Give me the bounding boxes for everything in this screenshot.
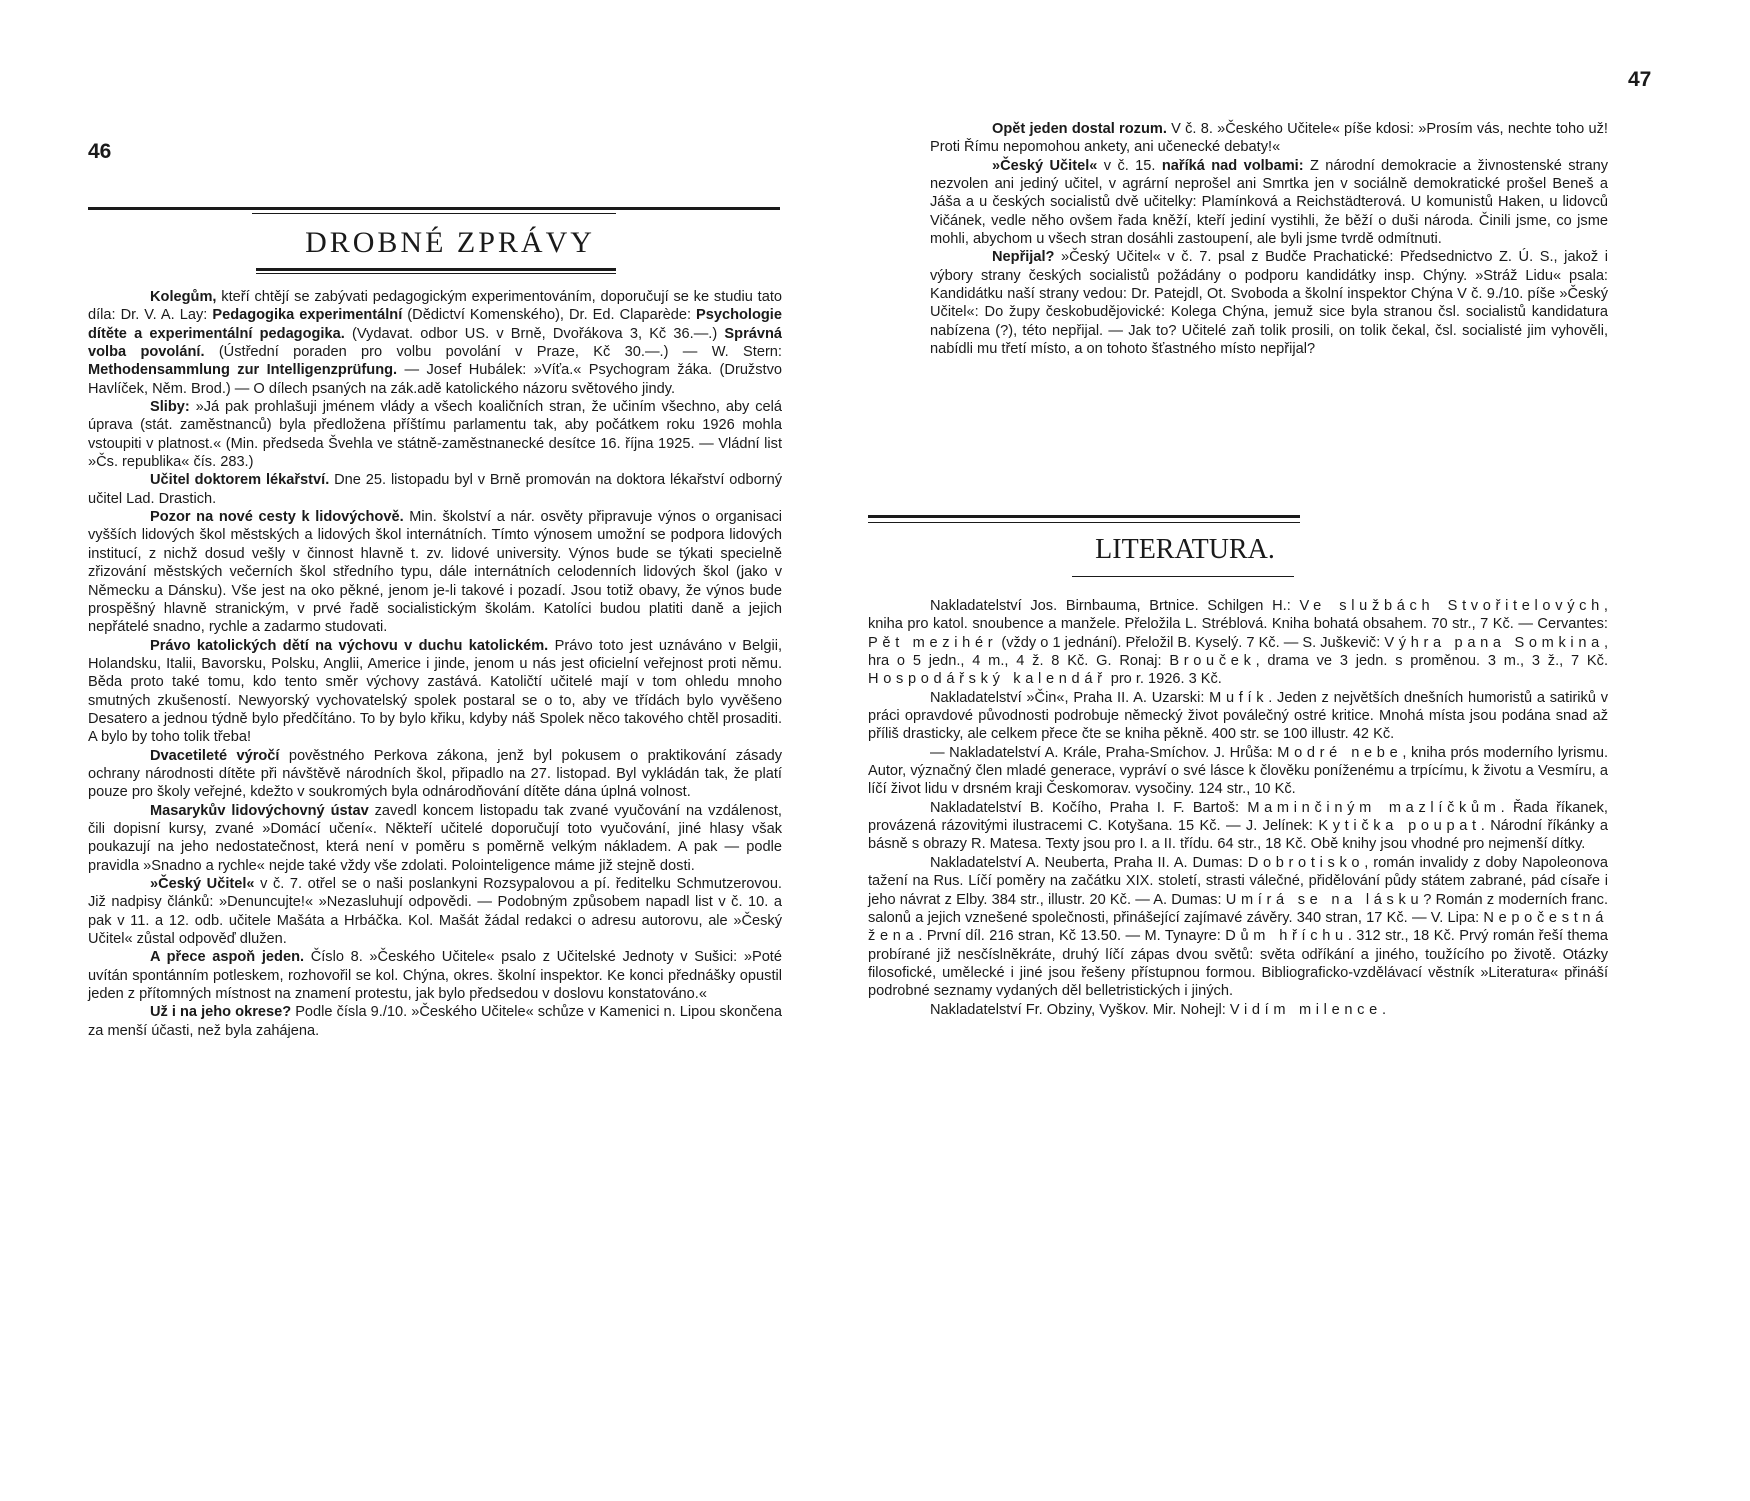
heading-rule-left-thin bbox=[256, 273, 616, 274]
news-item-text: v č. 7. otřel se o naši poslankyni Rozsypalovou a pí. ředitelku Schmutzerovou. Již nadpisy článků: »Denuncujte!« »Nezasluhují odpovědi. — Podobným způsobem napadl list v č. 10. a pak v 11. a 12. odb. učitele Mašáta a Hrbáčka. Kol. Mašát žádal redakci o adresu autorovu, ale »Český Učitel« zůstal odpověď dlužen. bbox=[88, 876, 782, 948]
literature-entry bbox=[868, 854, 1608, 1001]
literature-text: . První díl. 216 stran, Kč 13.50. — M. Tynayre: bbox=[918, 928, 1226, 945]
news-item-bold: naříká nad volbami: bbox=[1161, 157, 1304, 174]
literature-text: , román invalidy z doby Napoleonova tažení na Rus. Líčí poměry na začátku XIX. století, strasti válečné, přidělování půdy státem zabrané, pád císaře i jeho návrat z Elby. 384 str., illustr. 20 Kč. — A. Dumas: bbox=[868, 854, 1608, 908]
literature-text: — Nakladatelství A. Krále, Praha-Smíchov. J. Hrůša: bbox=[930, 744, 1278, 761]
news-item bbox=[88, 948, 782, 1003]
news-item-text: Z národní demokracie a živnostenské strany nezvolen ani jediný učitel, v agrární neprošel ani Smrtka jen v sociálně demokratické prošel Beneš a Jáša a u českých socialistů dvě učitelky: Plamínková a Reichstädterová. U komunistů Haken, u lidovců Vičánek, vedle něho ovšem řada kněží, kteří jediní vystihli, že běží o duši národa. Činili jsme, co jsme mohli, abychom u všech stran dosáhli zastoupení, ale byli jsme tvrdě odmítnuti. bbox=[930, 157, 1608, 248]
book-title: Ve službách Stvořitelových bbox=[1299, 598, 1604, 614]
literature-text: Nakladatelství Jos. Birnbauma, Brtnice. Schilgen H.: bbox=[930, 598, 1300, 614]
news-item bbox=[88, 398, 782, 471]
news-item bbox=[930, 120, 1608, 157]
literature-text: ? Román z moderních franc. salonů a jejich vznešené společnosti, přinášející zajímavé závěry. 340 stran, 17 Kč. — V. Lipa: bbox=[868, 891, 1609, 926]
book-title: Modré nebe bbox=[1277, 744, 1403, 761]
literature-entry bbox=[868, 744, 1608, 799]
news-item-text: »Já pak prohlašuji jménem vlády a všech koaličních stran, že učiním všechno, aby celá úprava (stát. zaměstnanců) byla předložena příštímu parlamentu tak, aby počátkem roku 1926 mohla vstoupiti v platnost.« (Min. předseda Švehla ve státně-zaměstnanecké desítce 16. října 1925. — Vládní list »Čs. republika« čís. 283.) bbox=[88, 399, 782, 471]
top-rule-left bbox=[88, 207, 780, 210]
news-item-lead: Sliby: bbox=[150, 399, 190, 416]
news-item-lead: Masarykův lidovýchovný ústav bbox=[150, 802, 369, 819]
book-title: Nepočestná žena bbox=[868, 909, 1608, 945]
literature-text: , drama ve 3 jedn. s proměnou. 3 m., 3 ž., 7 Kč. bbox=[1255, 653, 1608, 670]
news-item-lead: Nepřijal? bbox=[992, 249, 1055, 266]
news-item bbox=[930, 248, 1608, 358]
literature-rule-top-thin bbox=[868, 522, 1300, 523]
news-item bbox=[88, 288, 782, 398]
section-heading-literatura: LITERATURA. bbox=[1095, 534, 1275, 565]
news-item-bold: Methodensammlung zur Intelligenzprüfung. bbox=[88, 362, 398, 379]
news-item-bold: Pedagogika experimentální bbox=[212, 307, 403, 324]
news-column-continued bbox=[930, 120, 1608, 358]
literature-text: , kniha prós moderního lyrismu. Autor, význačný člen mladé generace, vypráví o své lásce k člověku poníženému a trpícímu, k životu a Vesmíru, a líčí život lidu v drsném kraji Českomorav. vysočiny. 124 str., 10 Kč. bbox=[868, 744, 1609, 798]
literature-text: Nakladatelství B. Kočího, Praha I. F. Bartoš: bbox=[930, 799, 1248, 816]
news-item-lead: A přece aspoň jeden. bbox=[150, 949, 305, 966]
literature-text: . Národní říkánky a básně s obrazy R. Matesa. Texty jsou pro I. a II. třídu. 64 str., 18 Kč. Obě knihy jsou vhodné pro nejmenší dítky. bbox=[868, 818, 1608, 853]
page-number-right: 47 bbox=[1628, 68, 1652, 91]
book-title: Hospodářský kalendář bbox=[868, 671, 1107, 688]
news-item-text: v č. 15. bbox=[1097, 157, 1162, 174]
literature-text: Nakladatelství A. Neuberta, Praha II. A. Dumas: bbox=[930, 854, 1248, 871]
news-item-bold: Psychologie dítěte a experimentální pedagogika. bbox=[88, 307, 782, 342]
news-item bbox=[88, 1003, 782, 1040]
book-title: Umírá se na lásku bbox=[1225, 891, 1424, 908]
literature-entry bbox=[868, 689, 1608, 744]
news-item-text: Číslo 8. »Českého Učitele« psalo z Učitelské Jednoty v Sušici: »Poté uvítán spontánním potleskem, rozhovořil se kol. Chýna, okres. školní inspektor. Ke konci přednášky opustil jeden z přítomných místnost na znamení protestu, jak bylo předsedou v doslovu konstatováno.« bbox=[88, 949, 782, 1003]
literature-text: . Řada říkanek, provázená rázovitými ilustracemi C. Kotyšana. 15 Kč. — J. Jelínek: bbox=[868, 799, 1608, 835]
news-item-text: (Dědictví Komenského), Dr. Ed. Claparède: bbox=[402, 307, 697, 324]
news-item-text: Podle čísla 9./10. »Českého Učitele« schůze v Kamenici n. Lipou skončena za menší účasti, než byla zahájena. bbox=[88, 1004, 782, 1039]
news-item bbox=[88, 508, 782, 636]
news-item-lead: »Český Učitel« bbox=[150, 876, 255, 892]
literature-rule-bottom bbox=[1072, 576, 1294, 577]
news-item-text: pověstného Perkova zákona, jenž byl pokusem o praktikování zásady ochrany národnosti dítěte při návštěvě národních škol, připadlo na 27. listopad. Byl vykládán tak, že platí pouze pro školy veřejné, kdežto v soukromých byla odnárodňování dítěte dána úplná volnost. bbox=[88, 747, 782, 801]
news-item-text: Dne 25. listopadu byl v Brně promován na doktora lékařství odborný učitel Lad. Drastich. bbox=[88, 472, 782, 507]
book-title: Kytička poupat bbox=[1318, 818, 1481, 835]
literature-text: . bbox=[1381, 1001, 1386, 1018]
news-item-text: Min. školství a nár. osvěty připravuje výnos o organisaci vyšších lidových škol městských a lidových škol internátních. Tímto výnosem umožní se podpora lidových institucí, z nichž dosud vešly v činnost hlavně t. zv. lidové university. Výnos bude se týkati specielně zřizování městských večerních škol středního typu, dále internátních celodenních lidových škol (jako v Německu a Dánsku). Vše jest na oko pěkné, jenom je-li takové i pozadí. Jsou totiž obavy, že výnos bude prospěšný hlavně stranickým, v prvé řadě socialistickým školám. Katolíci budou platiti daně a jejich nepřátelé snadno, rychle a zadarmo studovati. bbox=[88, 509, 782, 636]
book-title: Maminčiným mazlíčkům bbox=[1247, 799, 1501, 816]
news-item-text: — Josef Hubálek: »Víťa.« Psychogram žáka. (Družstvo Havlíček, Něm. Brod.) — O dílech psaných na zák.adě katolického názoru světového jindy. bbox=[88, 362, 782, 397]
news-item-text: zavedl koncem listopadu tak zvané vyučování na vzdálenost, čili dopisní kursy, zvané »Domácí učení«. Někteří učitelé doporučují toto vyučování, jiné hlasy však poukazují na jeho nedostatečnost, která není v poměru s poměrně velkým nákladem. A pak — podle pravidla »Snadno a rychle« nejde také vždy vše zdolati. Polointeligence máme již stejně dosti. bbox=[88, 802, 782, 874]
news-item-lead: Učitel doktorem lékařství. bbox=[150, 472, 330, 489]
news-item-lead: Kolegům, bbox=[150, 289, 217, 305]
literature-rule-top bbox=[868, 515, 1300, 518]
literature-entry bbox=[868, 1001, 1608, 1019]
news-item-text: V č. 8. »Českého Učitele« píše kdosi: »Prosím vás, nechte toho už! Proti Římu nepomohou ankety, ani učenecké debaty!« bbox=[930, 121, 1608, 156]
news-item bbox=[88, 747, 782, 802]
literature-text: Nakladatelství »Čin«, Praha II. A. Uzarski: bbox=[930, 689, 1210, 706]
news-item-bold: Správná volba povolání. bbox=[88, 325, 783, 361]
news-item-lead: Právo katolických dětí na výchovu v duchu katolickém. bbox=[150, 637, 549, 654]
literature-text: , kniha pro katol. snoubence a manžele. Přeložila L. Stréblová. Kniha bohatá obsahem. 70 str., 7 Kč. — Cervantes: bbox=[868, 598, 1608, 633]
literature-text: . Jeden z největších dnešních humoristů a satiriků v práci opravdové původnosti podrobuje německý život poválečný ostré kritice. Mnohá místa jsou podána snad až příliš drasticky, ale celkem přece čte se kniha pěkně. 400 str. se 100 illustr. 42 Kč. bbox=[868, 689, 1609, 743]
section-heading-drobne-zpravy: DROBNÉ ZPRÁVY bbox=[305, 226, 595, 259]
news-item-text: (Ústřední poraden pro volbu povolání v Praze, Kč 30.—.) — W. Stern: bbox=[204, 344, 782, 361]
news-item bbox=[88, 471, 782, 508]
literature-text: (vždy o 1 jednání). Přeložil B. Kyselý. 7 Kč. — S. Juškevič: bbox=[997, 634, 1385, 651]
book-title: Vidím milence bbox=[1229, 1001, 1382, 1018]
page-number-left: 46 bbox=[88, 140, 112, 163]
news-item-lead: Pozor na nové cesty k lidovýchově. bbox=[150, 509, 404, 526]
news-item-lead: Opět jeden dostal rozum. bbox=[992, 121, 1167, 137]
literature-entry bbox=[868, 799, 1608, 854]
news-item-lead: Už i na jeho okrese? bbox=[150, 1004, 292, 1021]
heading-rule-left bbox=[256, 268, 616, 271]
news-item-text: »Český Učitel« v č. 7. psal z Budče Prachatické: Předsednictvo Z. Ú. S., jakož i výbory strany českých socialistů požádány o podporu kandidátky insp. Chýny. »Stráž Lidu« psala: Kandidátku naší strany vedou: Dr. Patejdl, Ot. Svoboda a školní inspektor Chýna V č. 9./10. píše »Český Učitel«: Do župy českobudějovické: Kolega Chýna, jemuž sice byla stranou čsl. socialistů kandidatura nabízena (?), této nepřijal. — Jak to? Učitelé zaň tolik prosili, on tolik čekal, čsl. socialisté jim vyhověli, nabídli mu třetí místo, a on tohoto šťastného místo nepřijal? bbox=[930, 249, 1608, 358]
news-item bbox=[930, 157, 1608, 249]
news-item-text: Právo toto jest uznáváno v Belgii, Holandsku, Italii, Bavorsku, Polsku, Anglii, Americe i jinde, jenom u nás jest oficielní veřejnost proti němu. Běda proto také tomu, kdo tento směr výchovy zastává. Katoličtí učitelé mají v tom ohledu mnoho smutných zkušeností. Newyorský vychovatelský spolek postaral se o to, aby ve třídách bylo vyvěšeno Desatero a jednou týdně bylo předčítáno. To by bylo křiku, kdyby náš Spolek něco takového chtěl prosaditi. A bylo by toho tolik třeba! bbox=[88, 637, 783, 746]
literature-text: , hra o 5 jedn., 4 m., 4 ž. 8 Kč. G. Ronaj: bbox=[868, 634, 1608, 670]
news-item-text: (Vydavat. odbor US. v Brně, Dvořákova 3, Kč 36.—.) bbox=[344, 325, 725, 342]
news-column bbox=[88, 288, 782, 1040]
literature-text: . 312 str., 18 Kč. Prvý román řeší thema probírané již nesčíslněkráte, druhý líčí zápas dvou světů: světa odříkání a jiného, toužícího po životě. Otázky filosofické, umělecké i jiné jsou řešeny přístupnou formou. Bibliograficko-vzdělávací věstník »Literatura« přináší podrobné seznamy vydaných děl belletristických i jiných. bbox=[868, 928, 1608, 1000]
book-title: Mufík bbox=[1209, 689, 1269, 706]
news-item-lead: Dvacetileté výročí bbox=[150, 747, 280, 764]
literature-text: pro r. 1926. 3 Kč. bbox=[1106, 671, 1222, 688]
literature-column bbox=[868, 597, 1608, 1019]
literature-text: Nakladatelství Fr. Obziny, Vyškov. Mir. Nohejl: bbox=[930, 1001, 1230, 1018]
book-title: Pět mezihér bbox=[868, 634, 998, 651]
top-rule-left-thin bbox=[252, 213, 616, 214]
book-title: Brouček bbox=[1169, 653, 1256, 670]
news-item-text: kteří chtějí se zabývati pedagogickým experimentováním, doporučují se ke studiu tato díla: Dr. V. A. Lay: bbox=[88, 289, 782, 324]
news-item-lead: »Český Učitel« bbox=[992, 157, 1098, 174]
news-item bbox=[88, 875, 782, 948]
literature-entry bbox=[868, 597, 1608, 689]
book-title: Výhra pana Somkina bbox=[1384, 634, 1604, 651]
left-page bbox=[0, 0, 860, 1501]
news-item bbox=[88, 637, 782, 747]
book-title: Dům hříchu bbox=[1225, 928, 1348, 945]
right-page bbox=[860, 0, 1750, 1501]
news-item bbox=[88, 802, 782, 875]
book-title: Dobrotisko bbox=[1247, 854, 1365, 871]
